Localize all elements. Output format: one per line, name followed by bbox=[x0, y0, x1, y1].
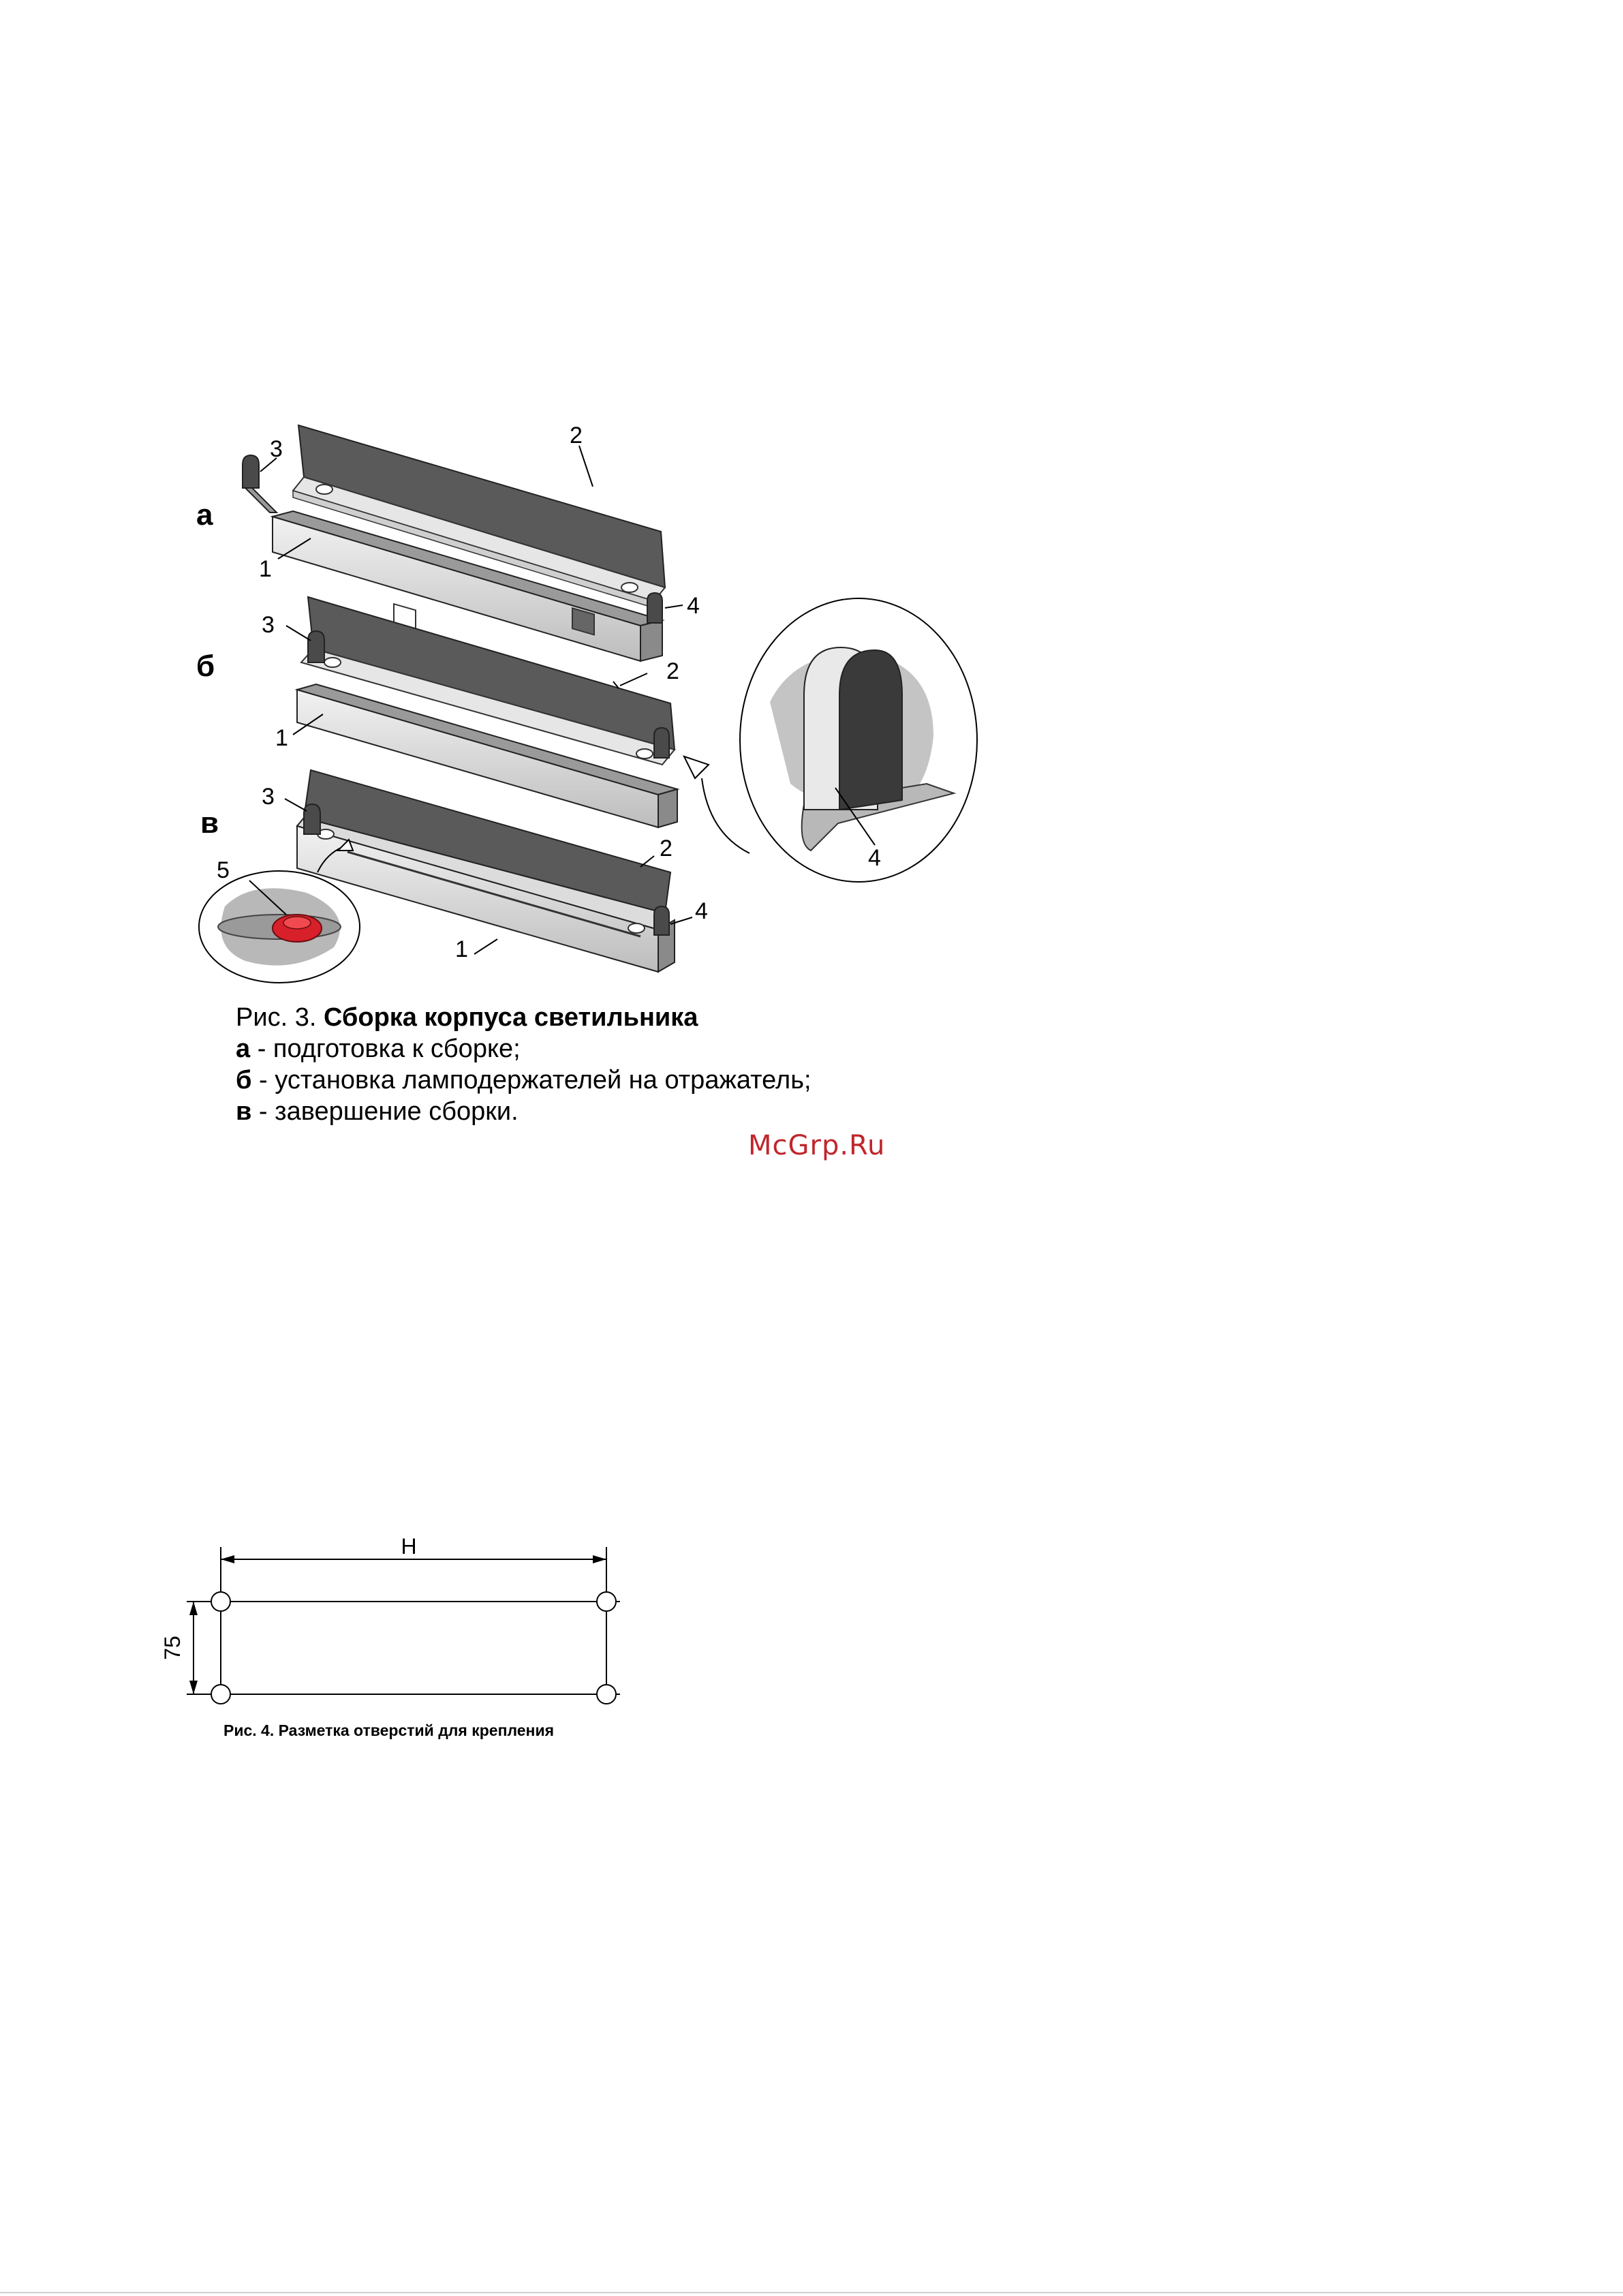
part-number-3-b: 3 bbox=[262, 612, 275, 638]
dimension-height-label: 75 bbox=[160, 1636, 185, 1660]
caption-line-v bbox=[236, 1096, 812, 1127]
mounting-hole-bottom-left bbox=[211, 1685, 230, 1704]
caption-text-a: - подготовка к сборке; bbox=[250, 1035, 521, 1063]
caption-letter-b: б bbox=[236, 1066, 252, 1095]
panel-label-b: б bbox=[196, 649, 215, 683]
detail-lampholder-4 bbox=[684, 598, 977, 882]
caption-text-v: - завершение сборки. bbox=[251, 1097, 519, 1126]
caption-prefix: Рис. 3. bbox=[236, 1003, 317, 1032]
lampholder-3-v bbox=[304, 804, 320, 834]
caption-text-b: - установка ламподержателей на отражатель; bbox=[251, 1066, 812, 1095]
figure-3-assembly-drawing bbox=[177, 409, 981, 995]
caption-letter-a: а bbox=[236, 1035, 251, 1063]
panel-label-a: а bbox=[196, 498, 213, 532]
caption-letter-v: в bbox=[236, 1097, 252, 1126]
dimension-width-label: H bbox=[401, 1534, 417, 1559]
part-number-4-a: 4 bbox=[687, 593, 700, 619]
detail-fastener-5 bbox=[199, 871, 360, 983]
mounting-hole-bottom-right bbox=[597, 1685, 616, 1704]
part-number-5: 5 bbox=[217, 857, 230, 883]
figure-3-caption bbox=[236, 1002, 812, 1127]
lampholder-3-b bbox=[308, 631, 324, 662]
page-bottom-rule bbox=[0, 2292, 1623, 2293]
mounting-hole-top-right bbox=[597, 1592, 616, 1611]
watermark: McGrp.Ru bbox=[748, 1130, 886, 1161]
part-number-1-a: 1 bbox=[259, 556, 272, 582]
panel-label-v: в bbox=[200, 806, 219, 840]
part-number-3-a: 3 bbox=[270, 436, 283, 462]
lampholder-4-b bbox=[654, 728, 669, 758]
figure-4-hole-layout bbox=[150, 1533, 640, 1724]
part-number-1-v: 1 bbox=[455, 936, 468, 962]
assembly-a bbox=[243, 425, 683, 661]
lampholder-3-a bbox=[243, 455, 259, 488]
caption-line-a bbox=[236, 1033, 812, 1065]
caption-title: Сборка корпуса светильника bbox=[323, 1003, 698, 1032]
figure-4-caption: Рис. 4. Разметка отверстий для крепления bbox=[223, 1721, 555, 1739]
part-number-2-b: 2 bbox=[666, 658, 679, 684]
mounting-hole-top-left bbox=[211, 1592, 230, 1611]
part-number-4-v: 4 bbox=[695, 898, 708, 924]
part-number-1-b: 1 bbox=[275, 725, 288, 751]
caption-title-row bbox=[236, 1002, 812, 1033]
part-number-3-v: 3 bbox=[262, 784, 275, 810]
part-number-2-a: 2 bbox=[570, 423, 583, 448]
lampholder-4-v bbox=[654, 906, 669, 935]
caption-line-b bbox=[236, 1065, 812, 1096]
part-number-2-v: 2 bbox=[660, 836, 673, 861]
part-number-4-detail: 4 bbox=[868, 845, 881, 871]
lampholder-4-a bbox=[647, 593, 662, 623]
